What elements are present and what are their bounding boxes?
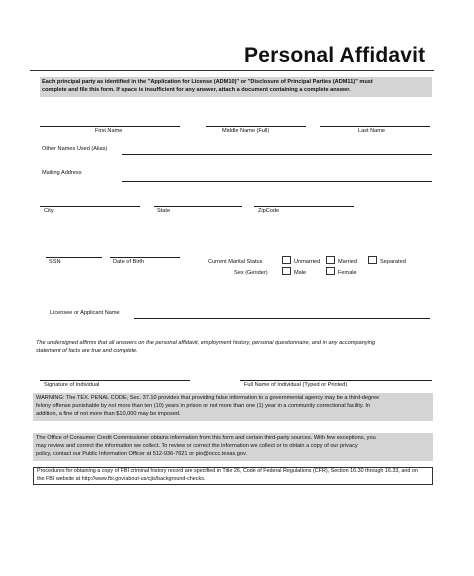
married-label: Married — [338, 259, 357, 265]
privacy-notice-box — [33, 433, 433, 461]
procedures-line: the FBI website at http://www.fbi.gov/about-us/cjis/background-checks. — [37, 475, 206, 482]
mailing-address-line[interactable] — [122, 181, 432, 182]
marital-status-label: Current Marital Status — [208, 259, 263, 265]
city-label: City — [44, 208, 54, 214]
first-name-line[interactable] — [40, 126, 180, 127]
affirmation-line: statement of facts are true and complete. — [36, 347, 138, 354]
state-label: State — [157, 208, 171, 214]
title-divider — [30, 70, 434, 71]
zipcode-line[interactable] — [254, 206, 354, 207]
unmarried-checkbox[interactable] — [282, 256, 291, 264]
ssn-label: SSN — [49, 259, 61, 265]
warning-line: WARNING: The TEX. PENAL CODE, Sec. 37.10 provides that providing false information to a governmental agency may be a third-degree — [36, 395, 380, 401]
warning-line: felony offense punishable by not more than ten (10) years in prison or not more than one (1) year in a community correctional facility. In — [36, 403, 371, 409]
male-checkbox[interactable] — [282, 267, 291, 275]
female-label: Female — [338, 270, 357, 276]
procedures-line: Procedures for obtaining a copy of FBI criminal history record are specified in Title 26, Code of Federal Regulations (CFR), Section 16.30 through 16.33, and on — [37, 468, 418, 474]
city-line[interactable] — [40, 206, 140, 207]
full-name-label: Full Name of Individual (Typed or Printed) — [244, 382, 348, 388]
sex-label: Sex (Gender) — [234, 270, 268, 276]
licensee-label: Licensee or Applicant Name — [50, 310, 120, 316]
signature-label: Signature of Individual — [44, 382, 100, 388]
zipcode-label: ZipCode — [258, 208, 280, 214]
instructions-box — [40, 77, 432, 97]
unmarried-label: Unmarried — [294, 259, 321, 265]
privacy-line: policy, contact our Public Information Officer at 512-936-7621 or pio@occc.texas.gov. — [36, 451, 247, 457]
procedures-box — [33, 467, 433, 485]
mailing-address-label: Mailing Address — [42, 170, 82, 176]
instructions-line: complete and file this form. If space is insufficient for any answer, attach a document containing a complete answer. — [42, 87, 351, 93]
married-checkbox[interactable] — [326, 256, 335, 264]
privacy-line: The Office of Consumer Credit Commissioner obtains information from this form and certain third-party sources. With few exceptions, you — [36, 435, 376, 441]
other-names-line[interactable] — [122, 154, 432, 155]
dob-label: Date of Birth — [113, 259, 145, 265]
male-label: Male — [294, 270, 307, 276]
female-checkbox[interactable] — [326, 267, 335, 275]
separated-label: Separated — [380, 259, 406, 265]
instructions-line: Each principal party as identified in the "Application for License (ADM10)" or "Disclosure of Principal Parties (ADM11)" must — [42, 79, 373, 85]
full-name-line[interactable] — [240, 380, 432, 381]
middle-name-label: Middle Name (Full) — [222, 128, 270, 134]
licensee-line[interactable] — [134, 318, 430, 319]
page-title: Personal Affidavit — [244, 44, 426, 67]
middle-name-line[interactable] — [206, 126, 306, 127]
affirmation-line: The undersigned affirms that all answers on the personal affidavit, employment history, personal questionnaire, and in any accompanying — [36, 340, 376, 346]
affirmation-text — [36, 340, 375, 355]
other-names-label: Other Names Used (Alias) — [42, 146, 108, 152]
first-name-label: First Name — [95, 128, 123, 134]
privacy-line: may review and correct the information we collect. To review or correct the information we collect or to obtain a copy of our privacy — [36, 443, 358, 449]
separated-checkbox[interactable] — [368, 256, 377, 264]
state-line[interactable] — [154, 206, 242, 207]
signature-line[interactable] — [40, 380, 190, 381]
warning-box — [33, 393, 433, 421]
warning-line: addition, a fine of not more than $10,000 may be imposed. — [36, 411, 181, 417]
last-name-line[interactable] — [320, 126, 430, 127]
dob-line[interactable] — [110, 257, 180, 258]
ssn-line[interactable] — [46, 257, 102, 258]
last-name-label: Last Name — [358, 128, 386, 134]
